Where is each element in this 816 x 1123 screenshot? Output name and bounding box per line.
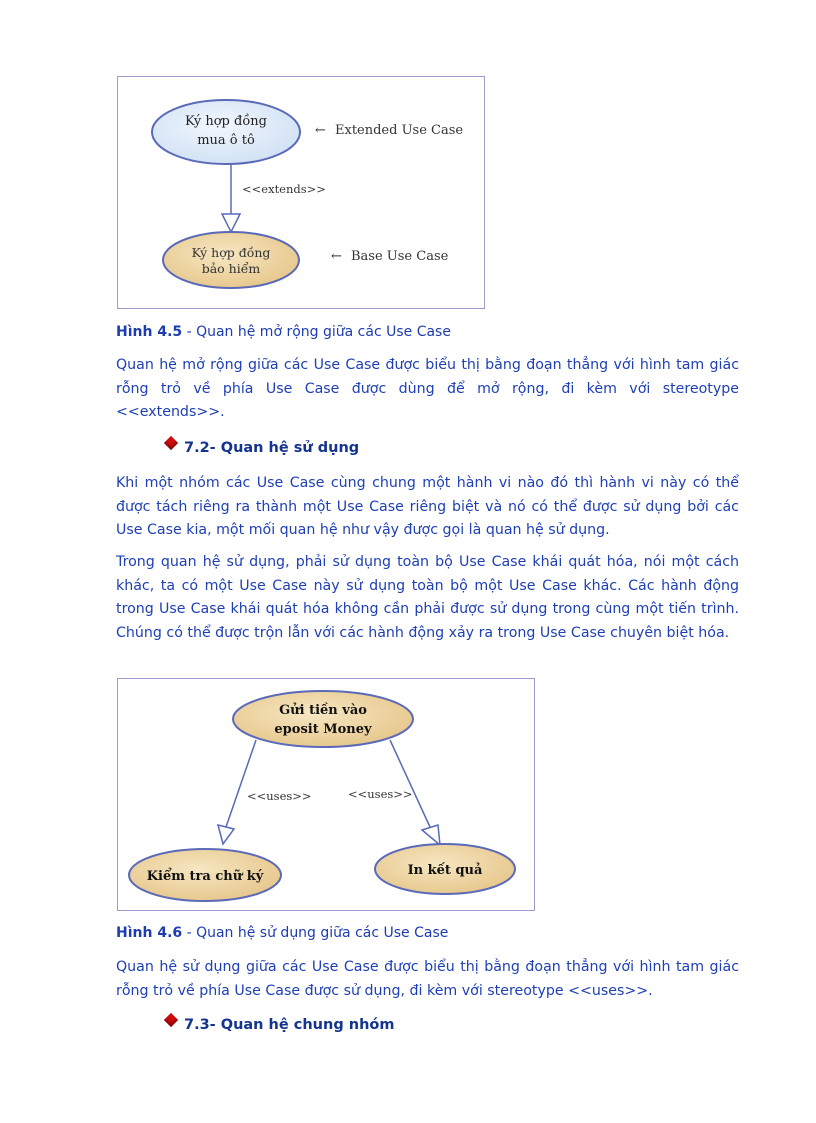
extended-use-case-label: Extended Use Case — [335, 123, 464, 138]
figure-extends-diagram — [117, 76, 485, 309]
extends-arrowhead — [222, 214, 240, 232]
red-diamond-bullet-icon — [164, 436, 178, 450]
extends-stereotype: <<extends>> — [242, 182, 326, 196]
extended-use-case-ellipse — [152, 100, 300, 164]
base-arrow-icon: ← — [331, 249, 342, 264]
uses-connector-left — [226, 740, 256, 827]
extended-arrow-icon: ← — [315, 123, 326, 138]
paragraph-uses-intro: Khi một nhóm các Use Case cùng chung một hành vi nào đó thì hành vi này có thể được tách riêng ra thành một Use Case riêng biệt và nó có thể được sử dụng bởi các Use Case kia, một mối quan hệ như vậy được gọi là quan hệ sử dụng. — [116, 475, 739, 539]
top-use-case-line2: eposit Money — [274, 722, 372, 737]
figure-uses-diagram — [117, 678, 535, 911]
heading-text: 7.3- Quan hệ chung nhóm — [184, 1017, 395, 1033]
caption-label: Hình 4.5 — [116, 324, 183, 340]
paragraph-uses-description: Quan hệ sử dụng giữa các Use Case được biểu thị bằng đoạn thẳng với hình tam giác rỗng trỏ về phía Use Case được sử dụng, đi kèm với stereotype <<uses>>. — [116, 959, 739, 999]
extended-use-case-line2: mua ô tô — [197, 133, 255, 148]
caption-text: - Quan hệ sử dụng giữa các Use Case — [182, 925, 449, 941]
base-use-case-ellipse — [163, 232, 299, 288]
red-diamond-bullet-icon — [164, 1013, 178, 1027]
heading-text: 7.2- Quan hệ sử dụng — [184, 440, 360, 456]
uses-arrowhead-left — [218, 825, 234, 844]
caption-label: Hình 4.6 — [116, 925, 183, 941]
extended-use-case-line1: Ký hợp đồng — [185, 114, 267, 129]
uses-stereotype-right: <<uses>> — [348, 787, 413, 801]
figure-4-6-caption — [116, 925, 448, 941]
uses-stereotype-left: <<uses>> — [247, 789, 312, 803]
paragraph-uses-detail: Trong quan hệ sử dụng, phải sử dụng toàn bộ Use Case khái quát hóa, nói một cách khác, ta có một Use Case này sử dụng toàn bộ một Use Case khác. Các hành động trong Use Case khái quát hóa không cần phải được sử dụng trong cùng một tiến trình. Chúng có thể được trộn lẫn với các hành động xảy ra trong Use Case chuyên biệt hóa. — [116, 554, 739, 641]
base-use-case-line2: bảo hiểm — [201, 261, 261, 276]
caption-text: - Quan hệ mở rộng giữa các Use Case — [182, 324, 451, 340]
section-heading-7-2 — [166, 440, 359, 456]
section-heading-7-3 — [166, 1017, 394, 1033]
paragraph-extends-description: Quan hệ mở rộng giữa các Use Case được biểu thị bằng đoạn thẳng với hình tam giác rỗng trỏ về phía Use Case được dùng để mở rộng, đi kèm với stereotype <<extends>>. — [116, 357, 739, 421]
uses-connector-right — [390, 740, 430, 827]
top-use-case-line1: Gửi tiền vào — [279, 703, 367, 718]
right-use-case-label: In kết quả — [407, 863, 483, 878]
top-use-case-ellipse — [233, 691, 413, 747]
base-use-case-label: Base Use Case — [351, 249, 449, 264]
left-use-case-label: Kiểm tra chữ ký — [146, 869, 264, 884]
figure-4-5-caption — [116, 324, 451, 340]
base-use-case-line1: Ký hợp đồng — [191, 245, 271, 260]
uses-arrowhead-right — [422, 825, 440, 845]
